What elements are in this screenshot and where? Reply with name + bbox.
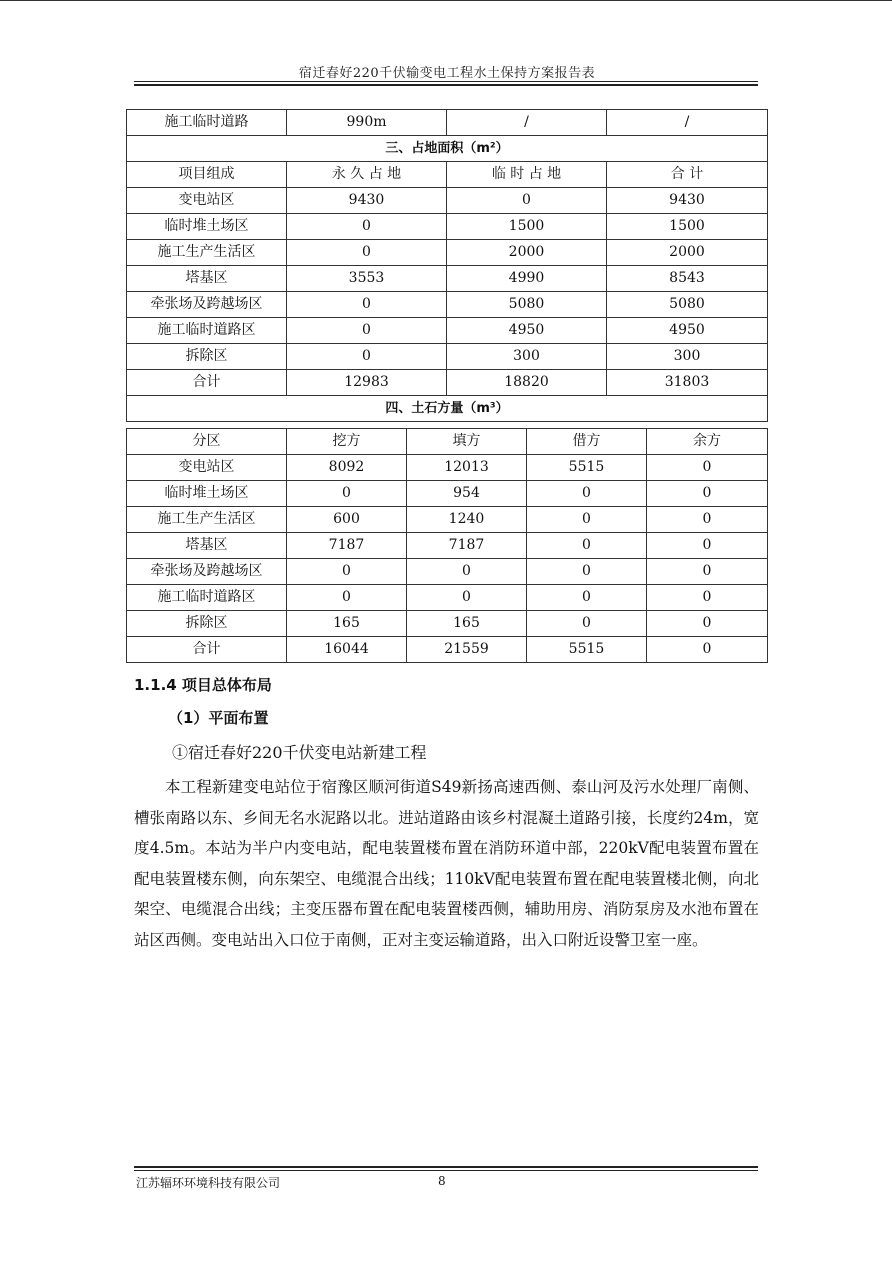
- table-cell: 2000: [607, 240, 768, 266]
- footer-company: 江苏辐环环境科技有限公司: [136, 1176, 281, 1190]
- table-cell: 5515: [527, 637, 647, 663]
- table-row: [127, 110, 768, 136]
- table-cell: 挖方: [287, 429, 407, 455]
- table-row: [127, 533, 768, 559]
- table-row: [127, 188, 768, 214]
- table-cell: 借方: [527, 429, 647, 455]
- table-cell: 3553: [287, 266, 447, 292]
- table-cell: 施工临时道路: [127, 110, 287, 136]
- section-title-row: [127, 136, 768, 162]
- table-cell: 0: [287, 240, 447, 266]
- table-cell: 填方: [407, 429, 527, 455]
- table-cell: 8092: [287, 455, 407, 481]
- table-cell: 合计: [127, 637, 287, 663]
- table-cell: 临时堆土场区: [127, 214, 287, 240]
- table-cell: 0: [527, 481, 647, 507]
- table-cell: 4990: [447, 266, 607, 292]
- table-cell: 四、土石方量（m³）: [127, 396, 768, 422]
- table-cell: 0: [647, 481, 768, 507]
- table-cell: 8543: [607, 266, 768, 292]
- table-cell: 0: [647, 455, 768, 481]
- table-cell: /: [607, 110, 768, 136]
- table-row: [127, 370, 768, 396]
- table-cell: 12983: [287, 370, 447, 396]
- table-cell: 0: [287, 318, 447, 344]
- table-cell: 分区: [127, 429, 287, 455]
- table-cell: 18820: [447, 370, 607, 396]
- table-cell: 9430: [607, 188, 768, 214]
- table-cell: 0: [407, 585, 527, 611]
- table-cell: 0: [407, 559, 527, 585]
- table-cell: 0: [647, 585, 768, 611]
- table-row: [127, 637, 768, 663]
- table-cell: 4950: [607, 318, 768, 344]
- table-cell: 9430: [287, 188, 447, 214]
- table-cell: 12013: [407, 455, 527, 481]
- table-cell: 5080: [447, 292, 607, 318]
- table-cell: 600: [287, 507, 407, 533]
- table-cell: 954: [407, 481, 527, 507]
- table-header-row: [127, 429, 768, 455]
- table-cell: 0: [287, 292, 447, 318]
- table-cell: 1500: [607, 214, 768, 240]
- table-cell: 永 久 占 地: [287, 162, 447, 188]
- subsection-heading: （1）平面布置: [168, 709, 269, 727]
- table-cell: 0: [287, 344, 447, 370]
- section-title-row: [127, 396, 768, 422]
- earthwork-table: [126, 428, 768, 663]
- table-cell: 31803: [607, 370, 768, 396]
- table-cell: 7187: [287, 533, 407, 559]
- land-occupation-table: [126, 109, 768, 422]
- body-paragraph: 本工程新建变电站位于宿豫区顺河街道S49新扬高速西侧、泰山河及污水处理厂南侧、槽张南路以东、乡间无名水泥路以北。进站道路由该乡村混凝土道路引接，长度约24m，宽度4.5m。本站为半户内变电站，配电装置楼布置在消防环道中部，220kV配电装置布置在配电装置楼东侧，向东架空、电缆混合出线；110kV配电装置布置在配电装置楼北侧，向北架空、电缆混合出线；主变压器布置在配电装置楼西侧，辅助用房、消防泵房及水池布置在站区西侧。变电站出入口位于南侧，正对主变运输道路，出入口附近设警卫室一座。: [134, 778, 759, 949]
- table-row: [127, 240, 768, 266]
- table-row: [127, 481, 768, 507]
- table-row: [127, 585, 768, 611]
- table-cell: 0: [287, 559, 407, 585]
- table-cell: 0: [287, 214, 447, 240]
- table-cell: 拆除区: [127, 611, 287, 637]
- table-cell: 300: [607, 344, 768, 370]
- footer-rule-thick: [134, 1166, 758, 1168]
- header-rule-thick: [134, 84, 758, 86]
- table-cell: 临 时 占 地: [447, 162, 607, 188]
- table-cell: 塔基区: [127, 266, 287, 292]
- table-cell: 0: [647, 637, 768, 663]
- table-cell: 165: [407, 611, 527, 637]
- table-row: [127, 455, 768, 481]
- table-cell: 施工临时道路区: [127, 318, 287, 344]
- table-cell: 0: [447, 188, 607, 214]
- table-cell: 牵张场及跨越场区: [127, 292, 287, 318]
- table-cell: 项目组成: [127, 162, 287, 188]
- table-cell: 0: [287, 481, 407, 507]
- table-cell: 990m: [287, 110, 447, 136]
- table-cell: 5515: [527, 455, 647, 481]
- table-cell: 0: [647, 533, 768, 559]
- table-row: [127, 344, 768, 370]
- table-cell: 牵张场及跨越场区: [127, 559, 287, 585]
- table-cell: 0: [527, 585, 647, 611]
- page-top-border: [0, 0, 892, 1]
- table-cell: /: [447, 110, 607, 136]
- table-cell: 4950: [447, 318, 607, 344]
- header-rule: [134, 81, 758, 82]
- table-cell: 1500: [447, 214, 607, 240]
- table-row: [127, 292, 768, 318]
- table-cell: 5080: [607, 292, 768, 318]
- table-cell: 7187: [407, 533, 527, 559]
- table-cell: 0: [527, 559, 647, 585]
- table-cell: 合 计: [607, 162, 768, 188]
- table-cell: 三、占地面积（m²）: [127, 136, 768, 162]
- table-cell: 165: [287, 611, 407, 637]
- table-cell: 临时堆土场区: [127, 481, 287, 507]
- table-cell: 16044: [287, 637, 407, 663]
- table-cell: 0: [527, 611, 647, 637]
- table-cell: 300: [447, 344, 607, 370]
- table-cell: 塔基区: [127, 533, 287, 559]
- table-row: [127, 214, 768, 240]
- table-row: [127, 611, 768, 637]
- table-row: [127, 318, 768, 344]
- table-cell: 0: [527, 533, 647, 559]
- table-cell: 变电站区: [127, 455, 287, 481]
- table-cell: 余方: [647, 429, 768, 455]
- table-header-row: [127, 162, 768, 188]
- table-cell: 0: [647, 611, 768, 637]
- page-header-title: 宿迁春好220千伏输变电工程水土保持方案报告表: [298, 66, 596, 81]
- table-cell: 21559: [407, 637, 527, 663]
- table-cell: 2000: [447, 240, 607, 266]
- table-cell: 0: [287, 585, 407, 611]
- table-cell: 0: [647, 507, 768, 533]
- table-cell: 施工生产生活区: [127, 240, 287, 266]
- section-heading: 1.1.4 项目总体布局: [134, 676, 272, 694]
- table-row: [127, 559, 768, 585]
- table-row: [127, 266, 768, 292]
- table-cell: 拆除区: [127, 344, 287, 370]
- table-row: [127, 507, 768, 533]
- table-cell: 施工临时道路区: [127, 585, 287, 611]
- table-cell: 0: [527, 507, 647, 533]
- item-title: ①宿迁春好220千伏变电站新建工程: [172, 743, 427, 762]
- table-cell: 变电站区: [127, 188, 287, 214]
- footer-rule: [134, 1170, 758, 1171]
- table-cell: 1240: [407, 507, 527, 533]
- table-cell: 0: [647, 559, 768, 585]
- page-number: 8: [438, 1174, 446, 1188]
- table-cell: 施工生产生活区: [127, 507, 287, 533]
- table-cell: 合计: [127, 370, 287, 396]
